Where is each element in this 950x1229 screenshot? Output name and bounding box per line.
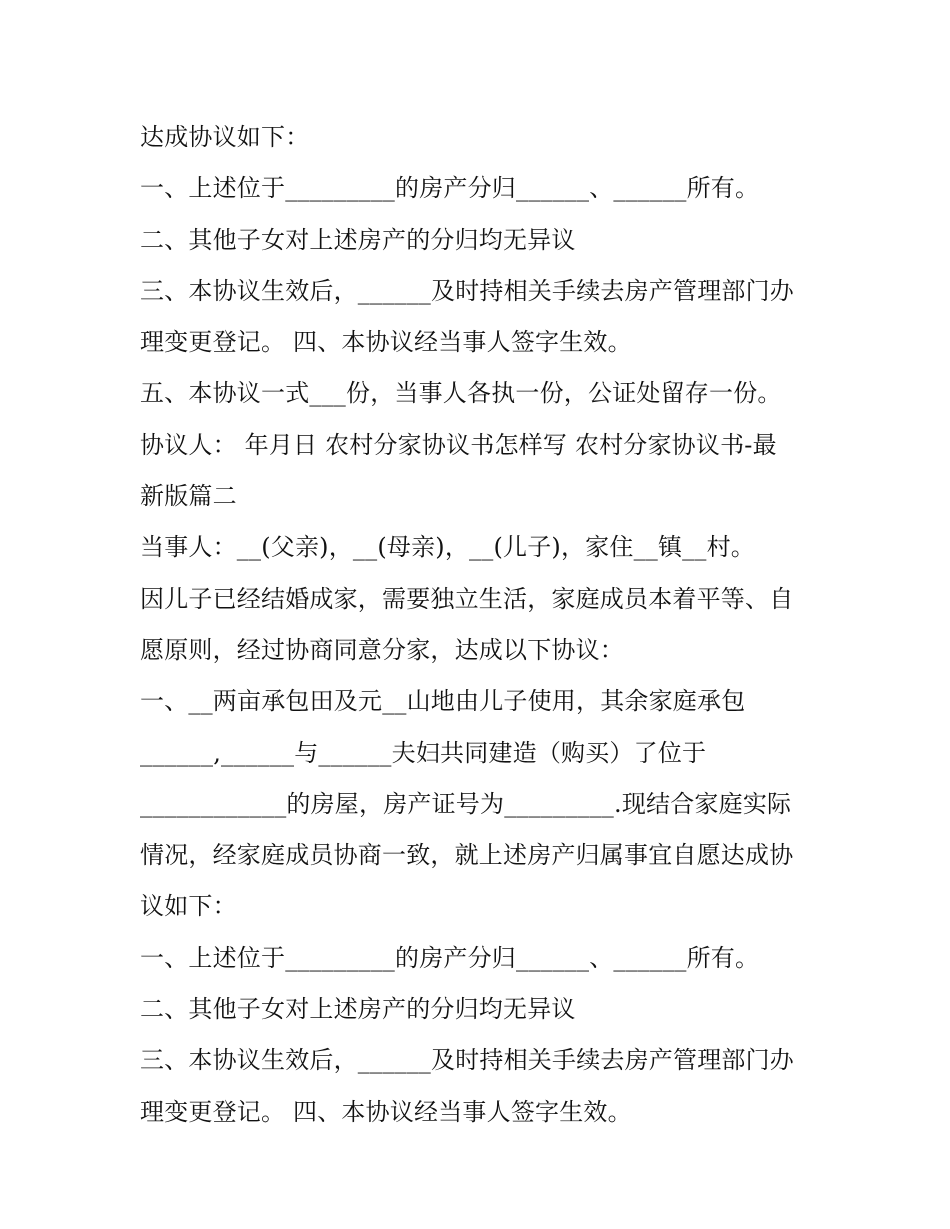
text-line: 二、其他子女对上述房产的分归均无异议 <box>140 995 576 1024</box>
text-line: 一、上述位于_________的房产分归______、______所有。 <box>140 943 760 972</box>
text-line: 新版篇二 <box>140 482 237 511</box>
text-line: 一、上述位于_________的房产分归______、______所有。 <box>140 174 760 203</box>
text-line: 五、本协议一式___份，当事人各执一份，公证处留存一份。 <box>140 379 782 408</box>
text-line: ____________的房屋，房产证号为_________.现结合家庭实际 <box>140 789 792 818</box>
text-line: 愿原则，经过协商同意分家，达成以下协议： <box>140 635 624 664</box>
text-line: 一、__两亩承包田及元__山地由儿子使用，其余家庭承包 <box>140 687 746 716</box>
text-line: 理变更登记。 四、本协议经当事人签字生效。 <box>140 1097 632 1126</box>
text-line: 三、本协议生效后，______及时持相关手续去房产管理部门办 <box>140 276 794 305</box>
text-line: ______,______与______夫妇共同建造（购买）了位于 <box>140 738 707 767</box>
text-line: 当事人：__(父亲)，__(母亲)，__(儿子)，家住__镇__村。 <box>140 533 755 562</box>
text-line: 议如下： <box>140 892 237 921</box>
text-line: 三、本协议生效后，______及时持相关手续去房产管理部门办 <box>140 1046 794 1075</box>
text-line: 理变更登记。 四、本协议经当事人签字生效。 <box>140 328 632 357</box>
document-page <box>140 112 830 1138</box>
text-line: 协议人： 年月日 农村分家协议书怎样写 农村分家协议书-最 <box>140 430 777 459</box>
text-line: 因儿子已经结婚成家，需要独立生活，家庭成员本着平等、自 <box>140 584 794 613</box>
text-line: 情况，经家庭成员协商一致，就上述房产归属事宜自愿达成协 <box>140 841 794 870</box>
text-line: 达成协议如下： <box>140 123 310 151</box>
text-line: 二、其他子女对上述房产的分归均无异议 <box>140 225 576 254</box>
